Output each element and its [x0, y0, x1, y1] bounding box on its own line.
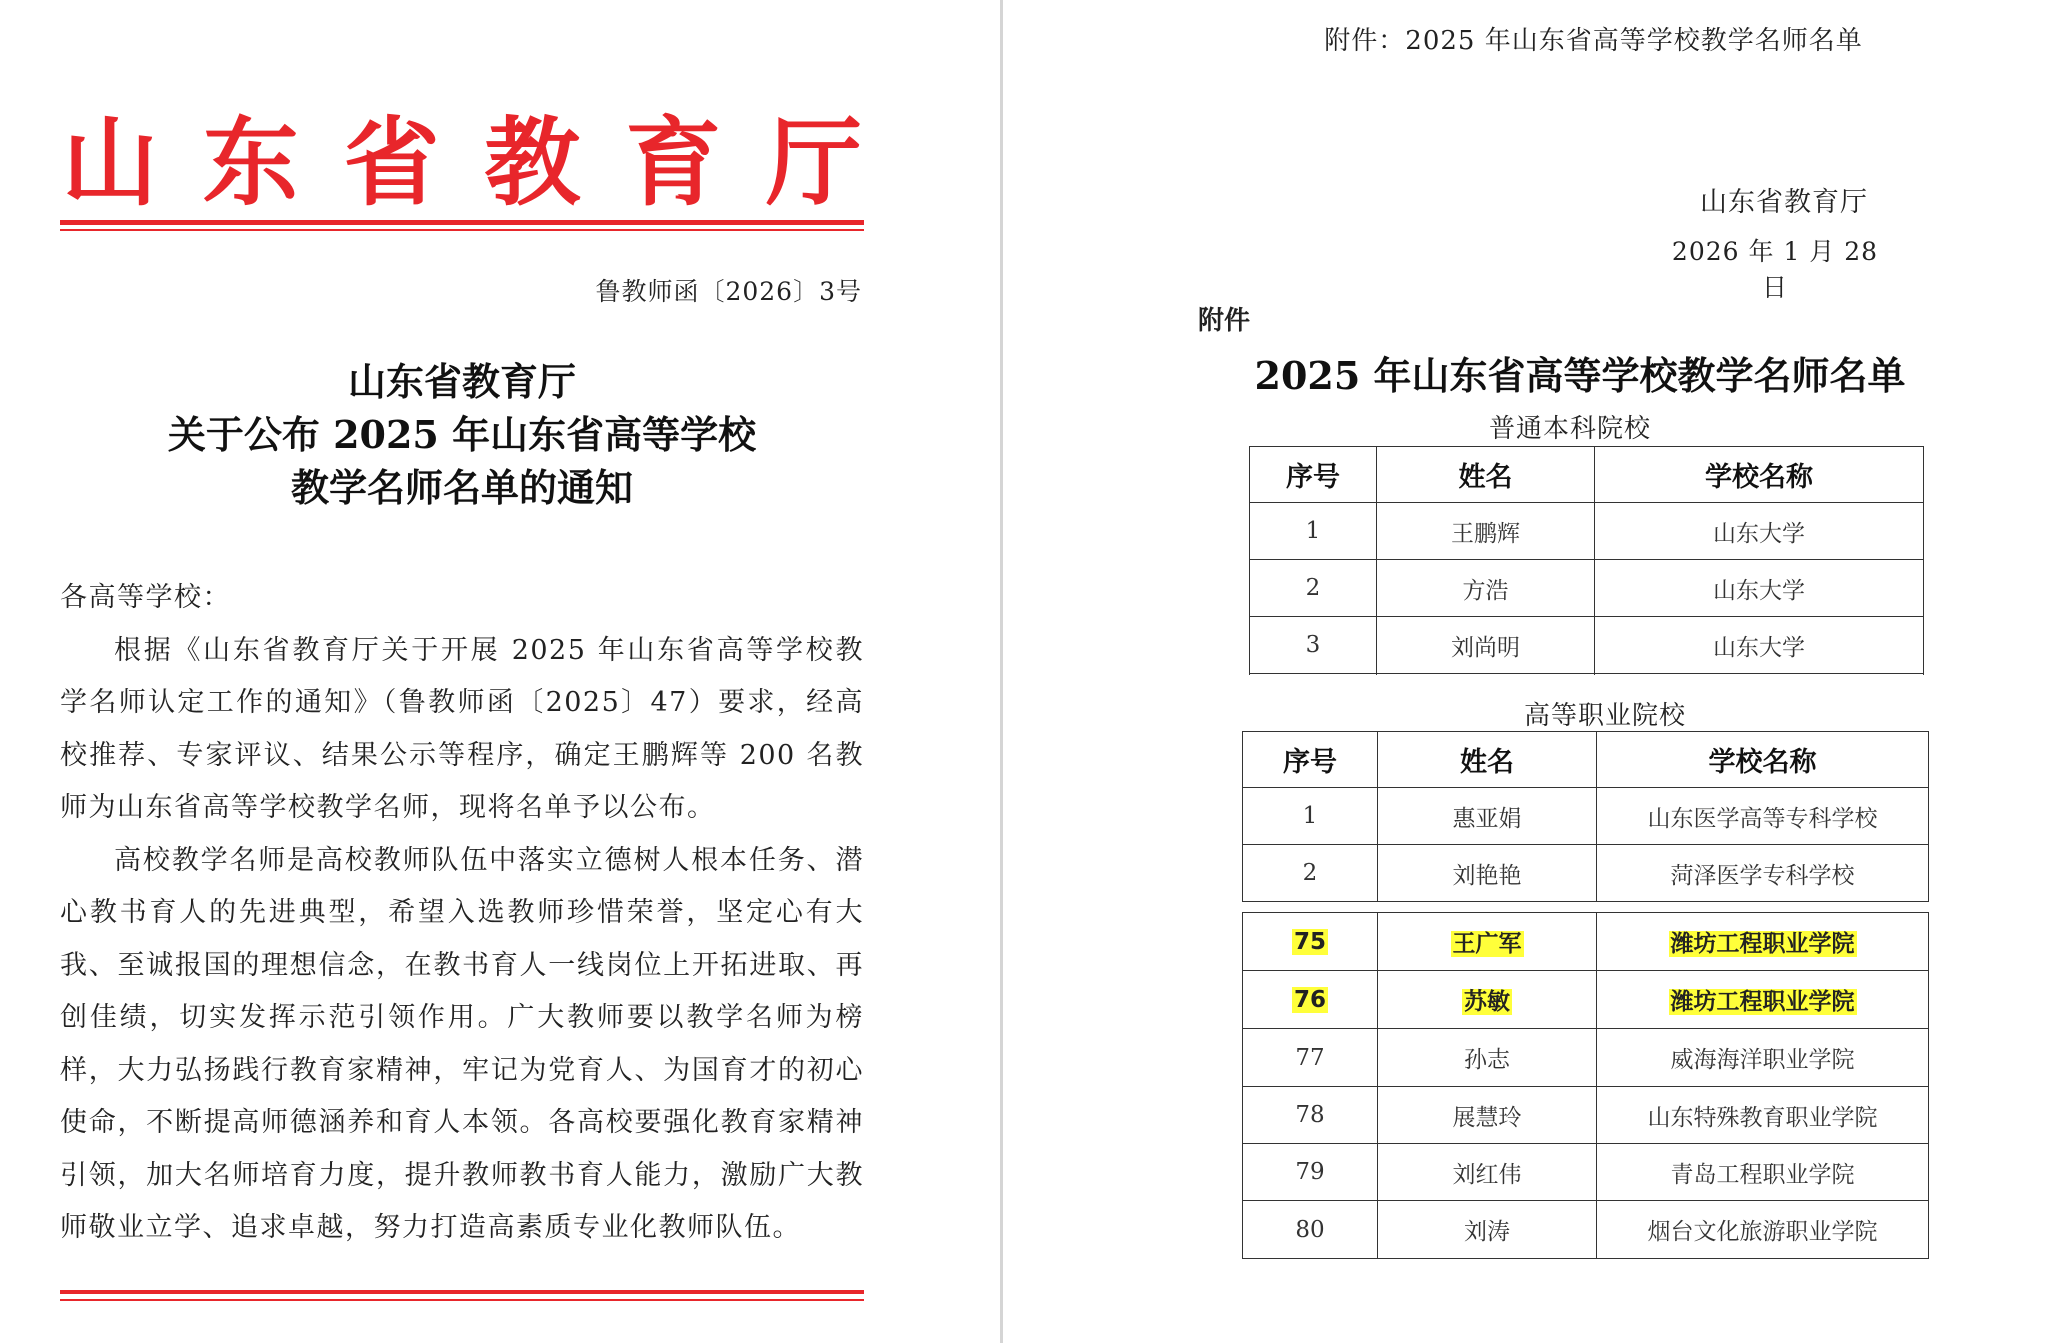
- masthead-char: 教: [484, 107, 581, 219]
- highlighted-text: 苏敏: [1464, 989, 1510, 1015]
- school-name: 烟台文化旅游职业学院: [1597, 1201, 1929, 1259]
- masthead-char: 厅: [765, 107, 862, 219]
- row-number: 79: [1243, 1144, 1378, 1201]
- table-row: [1243, 1201, 1929, 1259]
- attachment-header: 附件：2025 年山东省高等学校教学名师名单: [1324, 26, 1863, 56]
- row-number: 2: [1243, 845, 1378, 902]
- masthead-char: 山: [62, 107, 158, 219]
- row-number: 1: [1243, 788, 1378, 845]
- undergrad-table-clip: [1248, 445, 1928, 675]
- teacher-name: 孙志: [1378, 1029, 1597, 1087]
- notice-title-line: 关于公布 2025 年山东省高等学校: [167, 412, 757, 457]
- notice-title: [60, 355, 864, 514]
- masthead: [62, 108, 862, 218]
- row-number: 77: [1243, 1029, 1378, 1087]
- table-row: [1243, 1144, 1929, 1201]
- section-label-undergrad: 普通本科院校: [1488, 414, 1651, 444]
- teacher-name: 方浩: [1377, 560, 1595, 617]
- row-number: 80: [1243, 1201, 1378, 1259]
- table-row: [1243, 1087, 1929, 1144]
- row-number: [1243, 971, 1378, 1029]
- teacher-name: 刘尚明: [1377, 617, 1595, 674]
- vocational-table-bottom: [1242, 912, 1929, 1259]
- masthead-char: 省: [343, 107, 440, 219]
- column-header: 姓名: [1377, 447, 1595, 503]
- table-header-row: [1243, 732, 1929, 788]
- footer-rule-thin: [60, 1299, 864, 1301]
- highlighted-text: 王广军: [1452, 931, 1522, 957]
- row-number: 78: [1243, 1087, 1378, 1144]
- teacher-name: 刘涛: [1378, 1201, 1597, 1259]
- body-paragraph: 高校教学名师是高校教师队伍中落实立德树人根本任务、潜心教书育人的先进典型，希望入选教师珍惜荣誉，坚定心有大我、至诚报国的理想信念，在教书育人一线岗位上开拓进取、再创佳绩，切实发挥示范引领作用。广大教师要以教学名师为榜样，大力弘扬践行教育家精神，牢记为党育人、为国育才的初心使命，不断提高师德涵养和育人本领。各高校要强化教育家精神引领，加大名师培育力度，提升教师教书育人能力，激励广大教师敬业立学、追求卓越，努力打造高素质专业化教师队伍。: [60, 844, 864, 1243]
- table-row-highlighted: [1243, 913, 1929, 971]
- highlighted-text: 潍坊工程职业学院: [1670, 989, 1855, 1015]
- school-name: 山东特殊教育职业学院: [1597, 1087, 1929, 1144]
- notice-body: [60, 572, 864, 1255]
- teacher-name: 惠亚娟: [1378, 788, 1597, 845]
- column-header: 序号: [1243, 732, 1378, 788]
- column-header: 序号: [1250, 447, 1377, 503]
- table-row: [1243, 1029, 1929, 1087]
- teacher-name: [1378, 971, 1597, 1029]
- salutation: 各高等学校：: [60, 582, 231, 613]
- vocational-table-top: [1242, 731, 1929, 902]
- school-name: 山东大学: [1595, 503, 1924, 560]
- school-name: [1597, 971, 1929, 1029]
- school-name: 山东大学: [1595, 560, 1924, 617]
- teacher-name: 刘红伟: [1378, 1144, 1597, 1201]
- highlighted-text: 潍坊工程职业学院: [1670, 931, 1855, 957]
- masthead-char: 东: [202, 107, 299, 219]
- section-label-vocational: 高等职业院校: [1523, 701, 1686, 731]
- teacher-name: 王鹏辉: [1377, 503, 1595, 560]
- table-row: [1243, 845, 1929, 902]
- school-name: 山东医学高等专科学校: [1597, 788, 1929, 845]
- row-number: [1243, 913, 1378, 971]
- highlighted-text: 76: [1293, 986, 1326, 1013]
- table-row: [1250, 503, 1924, 560]
- attachment-label: 附件: [1198, 306, 1251, 336]
- issue-date: 2026 年 1 月 28 日: [1671, 237, 1879, 302]
- column-header: 学校名称: [1597, 732, 1929, 788]
- table-row: [1250, 560, 1924, 617]
- notice-title-line: 山东省教育厅: [347, 359, 576, 404]
- table-row-truncated: [1250, 674, 1924, 676]
- undergrad-table: [1249, 446, 1924, 675]
- column-header: 姓名: [1378, 732, 1597, 788]
- school-name: 青岛工程职业学院: [1597, 1144, 1929, 1201]
- school-name: 菏泽医学专科学校: [1597, 845, 1929, 902]
- table-row: [1250, 617, 1924, 674]
- teacher-name: 展慧玲: [1378, 1087, 1597, 1144]
- teacher-name: [1378, 913, 1597, 971]
- issuer-name: 山东省教育厅: [1700, 187, 1868, 218]
- row-number: 1: [1250, 503, 1377, 560]
- table-header-row: [1250, 447, 1924, 503]
- attachment-title: 2025 年山东省高等学校教学名师名单: [1254, 353, 1906, 398]
- table-row-highlighted: [1243, 971, 1929, 1029]
- table-row: [1243, 788, 1929, 845]
- footer-rule-thick: [60, 1290, 864, 1294]
- masthead-rule-thin: [60, 229, 864, 231]
- highlighted-text: 75: [1293, 928, 1326, 955]
- row-number: 3: [1250, 617, 1377, 674]
- column-header: 学校名称: [1595, 447, 1924, 503]
- row-number: 2: [1250, 560, 1377, 617]
- notice-title-line: 教学名师名单的通知: [290, 465, 633, 510]
- masthead-rule-thick: [60, 220, 864, 225]
- school-name: 山东大学: [1595, 617, 1924, 674]
- teacher-name: 刘艳艳: [1378, 845, 1597, 902]
- school-name: 威海海洋职业学院: [1597, 1029, 1929, 1087]
- document-number: 鲁教师函〔2026〕3号: [595, 277, 862, 306]
- school-name: [1597, 913, 1929, 971]
- masthead-char: 育: [625, 107, 722, 219]
- body-paragraph: 根据《山东省教育厅关于开展 2025 年山东省高等学校教学名师认定工作的通知》（鲁教师函〔2025〕47）要求，经高校推荐、专家评议、结果公示等程序，确定王鹏辉等 200 名教师为山东省高等学校教学名师，现将名单予以公布。: [60, 634, 864, 823]
